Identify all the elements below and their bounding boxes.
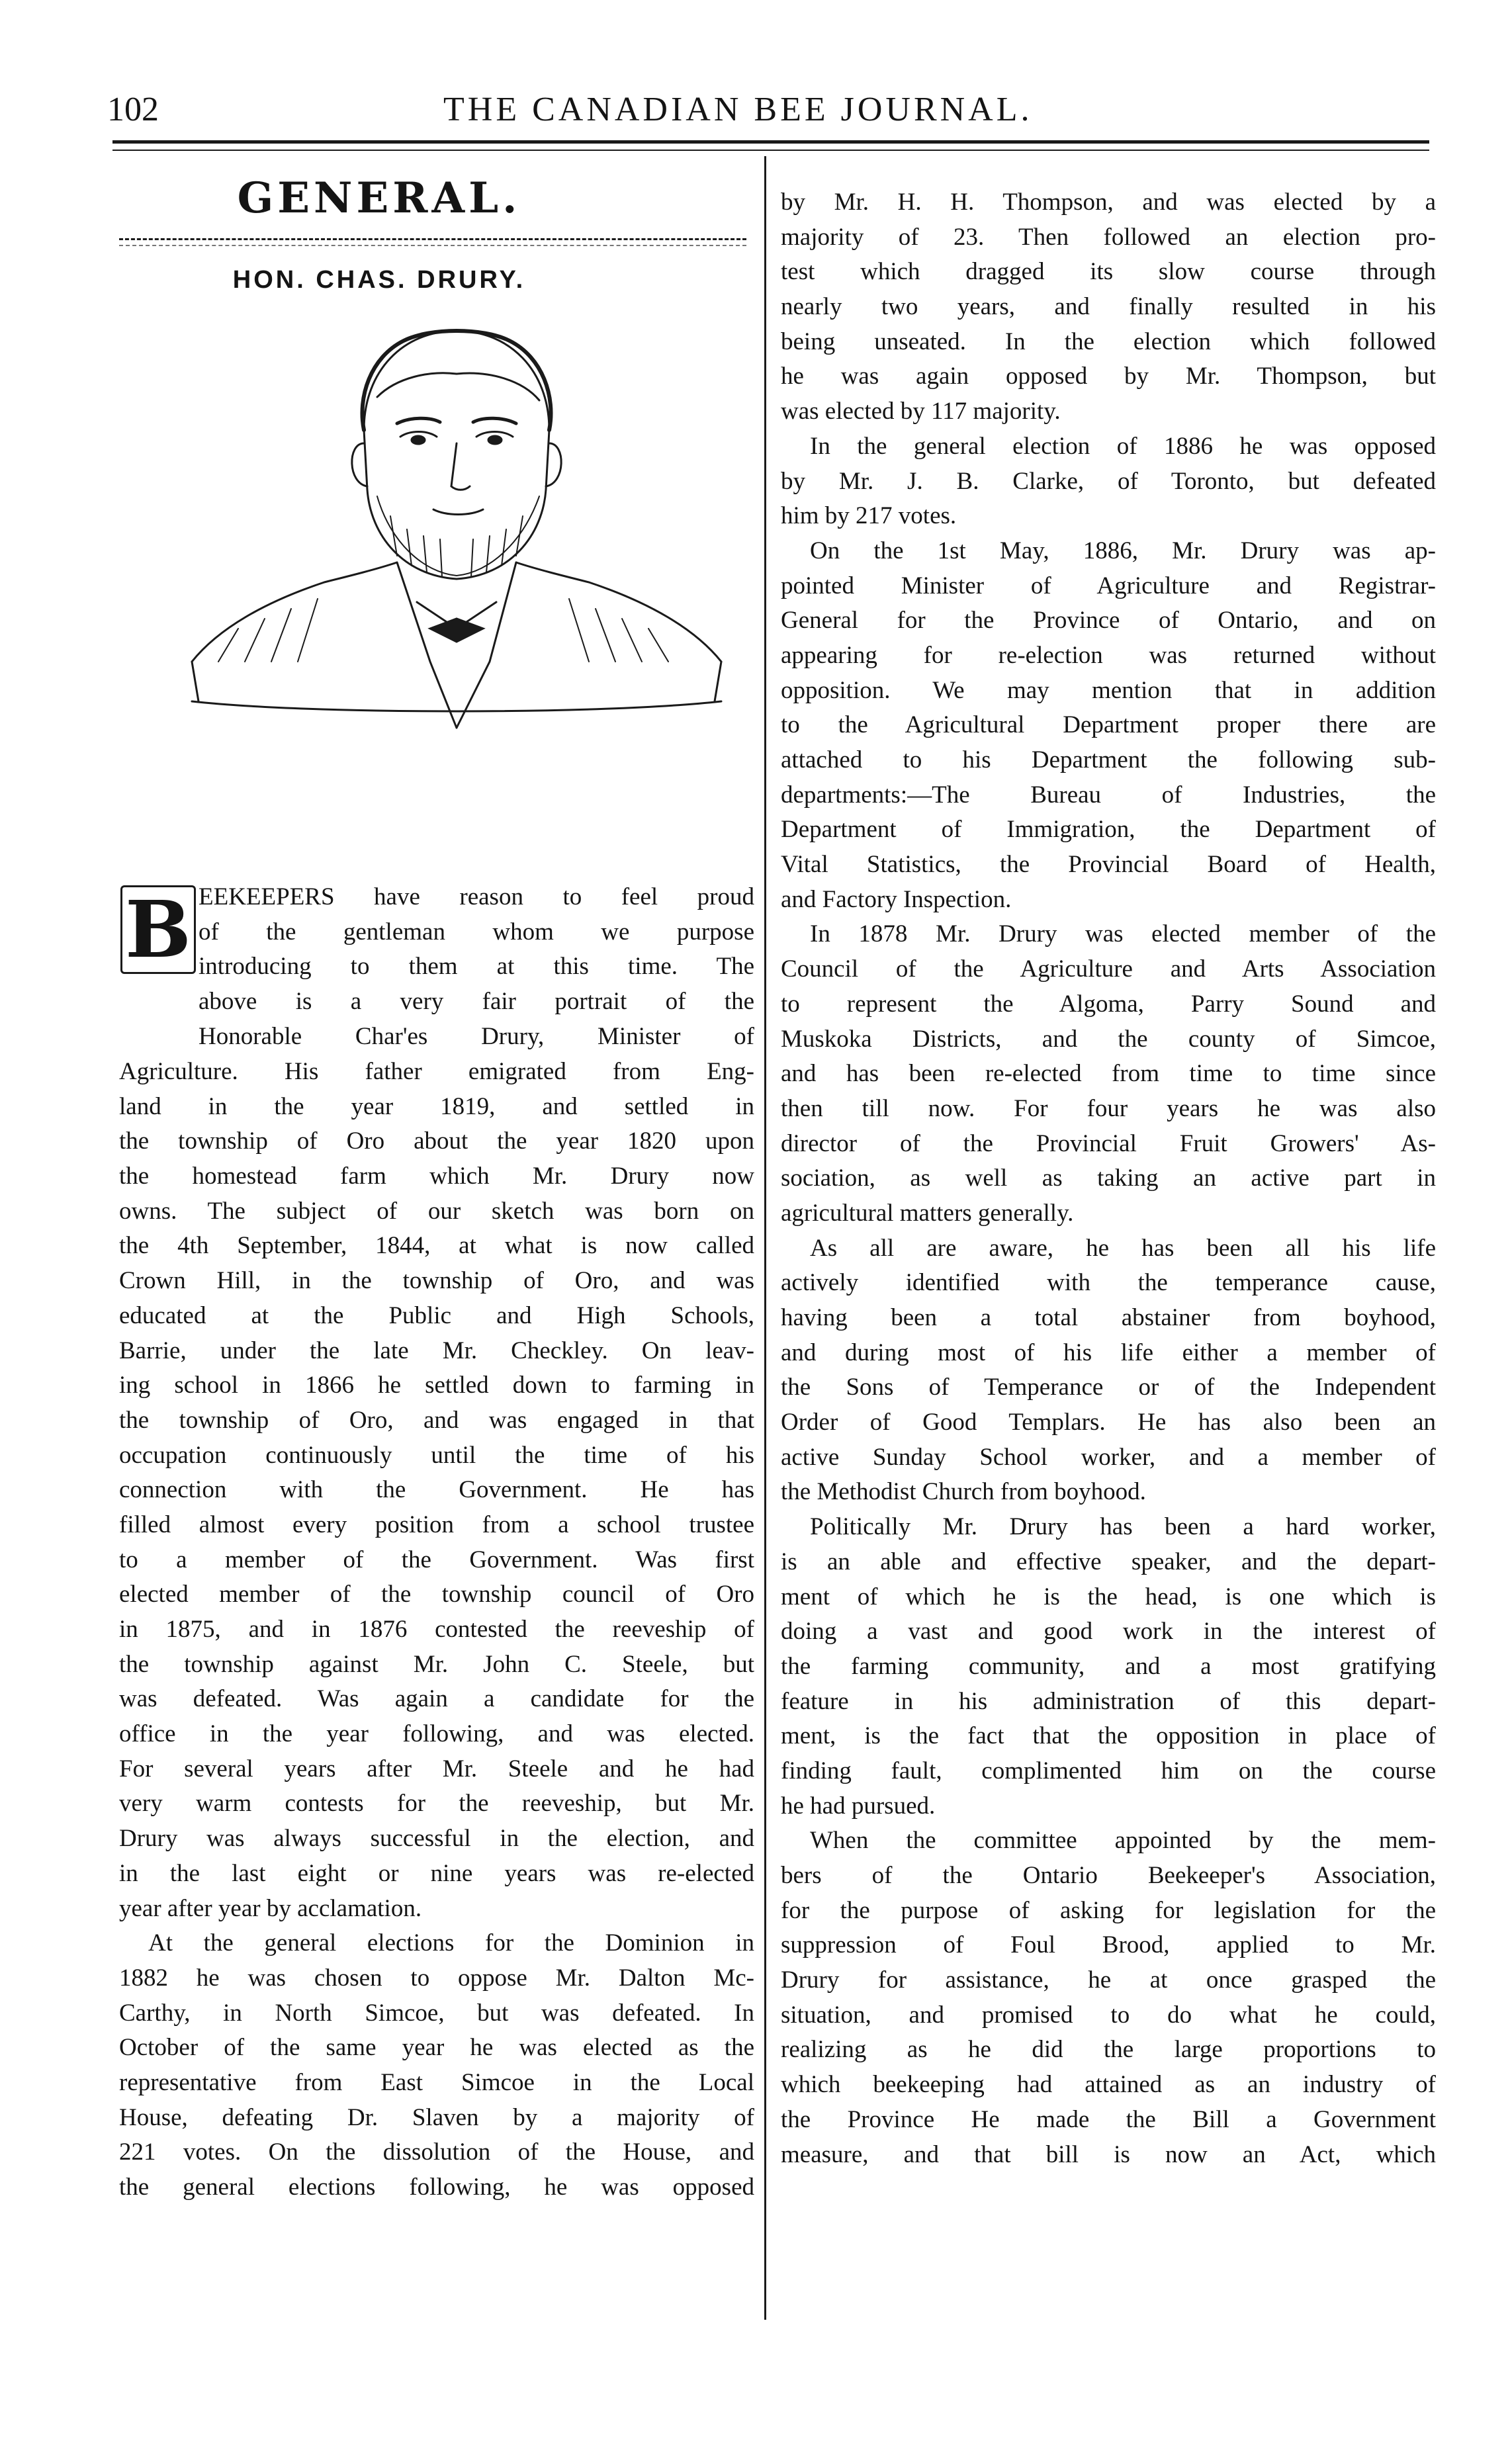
intro-lines [199,880,754,1054]
text-line: Vital Statistics, the Provincial Board of Health, [781,851,1436,879]
article-title: HON. CHAS. DRURY. [232,266,526,294]
text-line: very warm contests for the reeveship, but Mr. [119,1790,754,1818]
text-line: ment of which he is the head, is one which is [781,1583,1436,1610]
text-line: the homestead farm which Mr. Drury now [119,1163,754,1190]
text-line: Politically Mr. Drury has been a hard worker, [810,1513,1436,1541]
text-line: for the purpose of asking for legislation for the [781,1896,1436,1924]
text-line: the general elections following, he was opposed [119,2174,754,2201]
text-line: to a member of the Government. Was first [119,1546,754,1573]
text-line: the 4th September, 1844, at what is now called [119,1232,754,1260]
text-line: educated at the Public and High Schools, [119,1301,754,1329]
text-line: As all are aware, he has been all his life [810,1234,1436,1262]
text-line: occupation continuously until the time of his [119,1441,754,1469]
text-line: Drury for assistance, he at once grasped the [781,1966,1436,1994]
text-line: Muskoka Districts, and the county of Simcoe, [781,1025,1436,1053]
text-line: nearly two years, and finally resulted in his [781,293,1436,321]
text-line: above is a very fair portrait of the [199,988,754,1016]
text-line: realizing as he did the large proportions to [781,2036,1436,2064]
text-line: representative from East Simcoe in the Local [119,2068,754,2096]
text-line: in 1875, and in 1876 contested the reeveship of [119,1616,754,1643]
header-rule-thin [112,150,1429,151]
text-line: ing school in 1866 he settled down to farming in [119,1372,754,1399]
text-line: measure, and that bill is now an Act, which [781,2140,1436,2168]
text-line: On the 1st May, 1886, Mr. Drury was ap- [810,537,1436,564]
text-line: majority of 23. Then followed an election pro- [781,223,1436,251]
section-rule [119,238,746,240]
text-line: appearing for re-election was returned without [781,641,1436,669]
text-line: opposition. We may mention that in addition [781,676,1436,704]
text-line: EEKEEPERS have reason to feel proud [199,883,754,910]
text-line: pointed Minister of Agriculture and Registrar- [781,572,1436,599]
text-line: year after year by acclamation. [119,1894,422,1922]
text-line: When the committee appointed by the mem- [810,1827,1436,1855]
column-divider [764,156,766,2320]
text-line: agricultural matters generally. [781,1199,1074,1227]
text-line: him by 217 votes. [781,502,957,530]
text-line: introducing to them at this time. The [199,953,754,981]
text-line: and Factory Inspection. [781,885,1012,913]
text-line: was elected by 117 majority. [781,398,1061,425]
text-line: Honorable Char'es Drury, Minister of [199,1022,754,1050]
text-line: Drury was always successful in the election, and [119,1825,754,1853]
text-line: actively identified with the temperance cause, [781,1269,1436,1297]
text-line: having been a total abstainer from boyhood, [781,1304,1436,1331]
text-line: office in the year following, and was elected. [119,1720,754,1748]
text-line: attached to his Department the following sub- [781,746,1436,773]
text-line: In 1878 Mr. Drury was elected member of the [810,920,1436,948]
text-line: situation, and promised to do what he could, [781,2001,1436,2029]
text-line: Council of the Agriculture and Arts Association [781,955,1436,983]
text-line: At the general elections for the Dominion in [148,1929,754,1957]
text-line: Agriculture. His father emigrated from Eng- [119,1058,754,1085]
text-line: filled almost every position from a school trustee [119,1511,754,1538]
text-line: Order of Good Templars. He has also been an [781,1409,1436,1436]
text-line: director of the Provincial Fruit Growers' As- [781,1129,1436,1157]
text-line: to the Agricultural Department proper there are [781,711,1436,739]
text-line: owns. The subject of our sketch was born on [119,1197,754,1225]
portrait-engraving [179,318,734,887]
right-column-text [781,185,1436,2172]
text-line: Department of Immigration, the Department of [781,816,1436,844]
text-line: Carthy, in North Simcoe, but was defeated. In [119,1999,754,2027]
text-line: connection with the Government. He has [119,1476,754,1504]
text-line: he had pursued. [781,1792,936,1820]
text-line: the Methodist Church from boyhood. [781,1478,1146,1506]
text-line: the township against Mr. John C. Steele, but [119,1650,754,1678]
section-rule-thin [119,245,746,246]
text-line: sociation, as well as taking an active part in [781,1165,1436,1192]
text-line: suppression of Foul Brood, applied to Mr. [781,1931,1436,1959]
text-line: and during most of his life either a member of [781,1339,1436,1366]
text-line: the farming community, and a most gratifying [781,1652,1436,1680]
text-line: ment, is the fact that the opposition in place of [781,1722,1436,1750]
header-rule [112,140,1429,144]
text-line: being unseated. In the election which followed [781,328,1436,355]
text-line: by Mr. H. H. Thompson, and was elected by a [781,189,1436,216]
text-line: land in the year 1819, and settled in [119,1092,754,1120]
text-line: the Province He made the Bill a Government [781,2105,1436,2133]
text-line: which beekeeping had attained as an industry of [781,2071,1436,2099]
text-line: bers of the Ontario Beekeeper's Association, [781,1862,1436,1889]
text-line: the Sons of Temperance or of the Independent [781,1374,1436,1401]
page-number: 102 [107,91,159,128]
journal-title: THE CANADIAN BEE JOURNAL. [443,91,1033,128]
text-line: active Sunday School worker, and a member of [781,1443,1436,1471]
text-line: test which dragged its slow course through [781,258,1436,286]
text-line: Barrie, under the late Mr. Checkley. On leav- [119,1337,754,1364]
text-line: 221 votes. On the dissolution of the House, and [119,2138,754,2166]
text-line: he was again opposed by Mr. Thompson, but [781,363,1436,390]
text-line: elected member of the township council of Oro [119,1581,754,1608]
text-line: Crown Hill, in the township of Oro, and was [119,1267,754,1295]
text-line: General for the Province of Ontario, and on [781,607,1436,635]
text-line: the township of Oro, and was engaged in that [119,1406,754,1434]
text-line: and has been re-elected from time to time since [781,1060,1436,1088]
left-column-text [119,1055,754,2205]
text-line: was defeated. Was again a candidate for the [119,1685,754,1713]
drop-cap: B [120,885,196,974]
text-line: In the general election of 1886 he was opposed [810,432,1436,460]
text-line: to represent the Algoma, Parry Sound and [781,990,1436,1018]
text-line: October of the same year he was elected as the [119,2034,754,2062]
text-line: then till now. For four years he was also [781,1094,1436,1122]
text-line: feature in his administration of this depart- [781,1687,1436,1715]
text-line: in the last eight or nine years was re-elected [119,1859,754,1887]
text-line: the township of Oro about the year 1820 upon [119,1127,754,1155]
text-line: by Mr. J. B. Clarke, of Toronto, but defeated [781,467,1436,495]
text-line: finding fault, complimented him on the course [781,1757,1436,1784]
section-title: GENERAL. [237,173,521,223]
text-line: House, defeating Dr. Slaven by a majority of [119,2103,754,2131]
text-line: of the gentleman whom we purpose [199,918,754,946]
text-line: For several years after Mr. Steele and he had [119,1755,754,1782]
text-line: doing a vast and good work in the interest of [781,1618,1436,1646]
text-line: departments:—The Bureau of Industries, the [781,781,1436,809]
text-line: 1882 he was chosen to oppose Mr. Dalton Mc- [119,1964,754,1992]
text-line: is an able and effective speaker, and the depart- [781,1548,1436,1575]
